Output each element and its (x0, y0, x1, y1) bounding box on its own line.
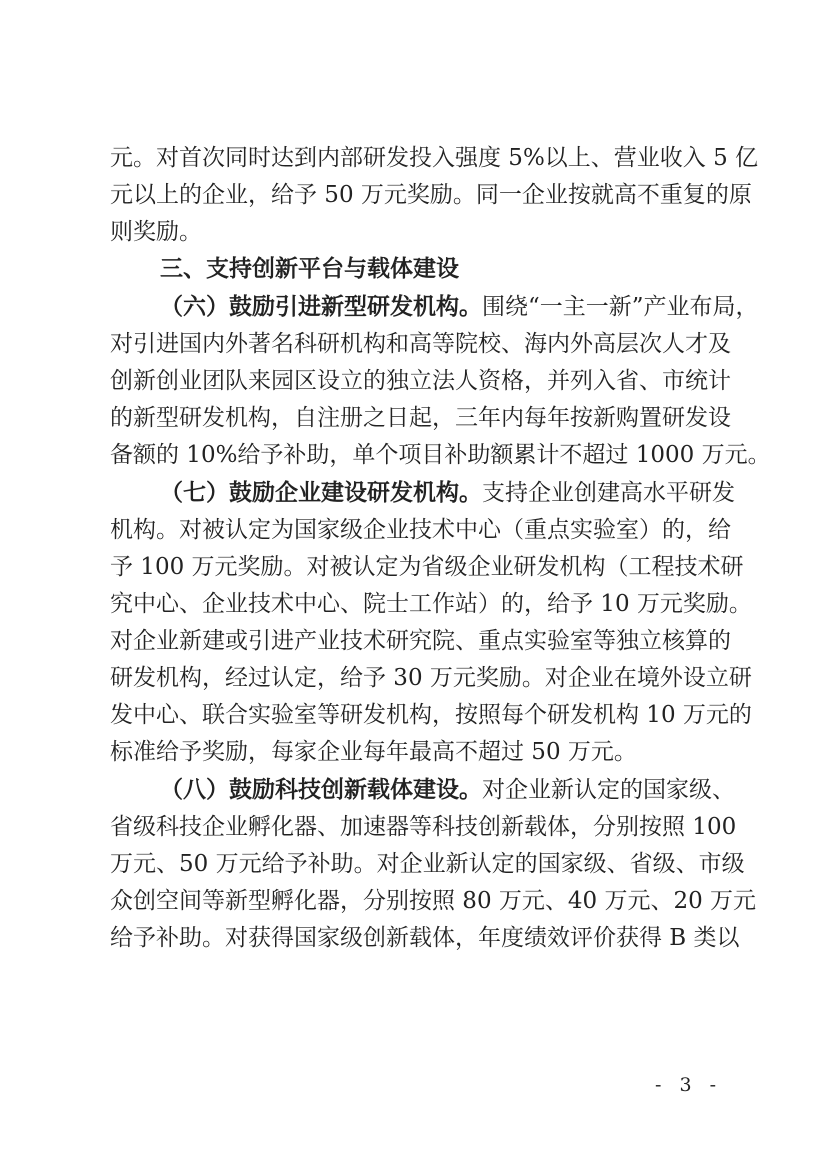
body-line: 标准给予奖励，每家企业每年最高不超过 50 万元。 (110, 739, 637, 765)
body-line: 研发机构，经过认定，给予 30 万元奖励。对企业在境外设立研 (110, 665, 752, 691)
body-line: 的新型研发机构，自注册之日起，三年内每年按新购置研发设 (110, 405, 731, 431)
paragraph-text: 对企业新认定的国家级、 (482, 777, 735, 803)
body-line: 对引进国内外著名科研机构和高等院校、海内外高层次人才及 (110, 331, 731, 357)
paragraph-heading: （七）鼓励企业建设研发机构。 (160, 479, 482, 506)
paragraph-heading: （六）鼓励引进新型研发机构。 (160, 293, 482, 320)
body-line: 究中心、企业技术中心、院士工作站）的，给予 10 万元奖励。 (110, 591, 752, 617)
body-line: 发中心、联合实验室等研发机构，按照每个研发机构 10 万元的 (110, 702, 752, 728)
paragraph-heading: （八）鼓励科技创新载体建设。 (160, 776, 482, 803)
body-line: 对企业新建或引进产业技术研究院、重点实验室等独立核算的 (110, 628, 731, 654)
section-heading: 三、支持创新平台与载体建设 (160, 256, 459, 282)
body-line: 则奖励。 (110, 219, 202, 245)
body-line: 给予补助。对获得国家级创新载体，年度绩效评价获得 B 类以 (110, 925, 740, 951)
paragraph-first-line (110, 474, 735, 512)
document-body (110, 140, 771, 957)
body-line: 万元、50 万元给予补助。对企业新认定的国家级、省级、市级 (110, 851, 745, 877)
body-line: 创新创业团队来园区设立的独立法人资格，并列入省、市统计 (110, 368, 731, 394)
paragraph-first-line (110, 288, 759, 326)
body-line: 予 100 万元奖励。对被认定为省级企业研发机构（工程技术研 (110, 554, 744, 580)
body-line: 众创空间等新型孵化器，分别按照 80 万元、40 万元、20 万元 (110, 888, 757, 914)
body-line: 备额的 10%给予补助，单个项目补助额累计不超过 1000 万元。 (110, 442, 771, 468)
paragraph-first-line (110, 771, 735, 809)
body-line: 省级科技企业孵化器、加速器等科技创新载体，分别按照 100 (110, 814, 737, 840)
body-line: 元以上的企业，给予 50 万元奖励。同一企业按就高不重复的原 (110, 182, 752, 208)
paragraph-text: 支持企业创建高水平研发 (482, 480, 735, 506)
page-number: - 3 - (654, 1074, 722, 1096)
paragraph-text: 围绕“一主一新”产业布局， (482, 294, 759, 320)
body-line: 机构。对被认定为国家级企业技术中心（重点实验室）的，给 (110, 517, 731, 543)
body-line: 元。对首次同时达到内部研发投入强度 5%以上、营业收入 5 亿 (110, 145, 759, 171)
